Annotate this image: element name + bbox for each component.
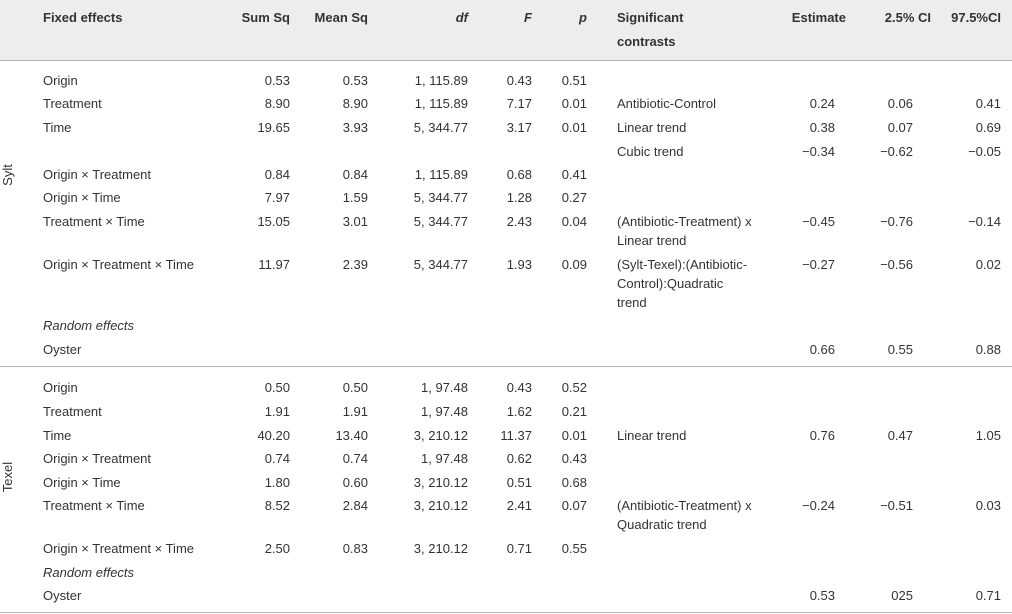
cell-lo: −0.76 [880, 214, 913, 229]
cell-est: 0.66 [809, 342, 835, 357]
cell-sumsq: 8.90 [264, 96, 290, 111]
cell-meansq: 1.91 [342, 404, 368, 419]
cell-contrast-line: Antibiotic-Control [617, 96, 716, 111]
cell-p: 0.01 [561, 96, 587, 111]
cell-effect: Time [43, 120, 72, 135]
cell-est: −0.45 [802, 214, 835, 229]
cell-p: 0.04 [561, 214, 587, 229]
cell-hi: 0.69 [975, 120, 1001, 135]
header-mean-sq: Mean Sq [314, 10, 368, 25]
cell-meansq: 2.39 [342, 257, 368, 272]
cell-F: 0.43 [506, 73, 532, 88]
cell-meansq: 3.93 [342, 120, 368, 135]
cell-lo: 0.47 [887, 428, 913, 443]
cell-F: 7.17 [506, 96, 532, 111]
cell-meansq: 0.83 [342, 541, 368, 556]
cell-df: 1, 97.48 [421, 404, 468, 419]
cell-est: 0.24 [809, 96, 835, 111]
cell-hi: 0.03 [975, 498, 1001, 513]
cell-effect: Treatment [43, 96, 102, 111]
cell-effect: Random effects [43, 565, 135, 580]
cell-lo: −0.62 [880, 144, 913, 159]
header-ci-low: 2.5% CI [884, 10, 931, 25]
cell-p: 0.01 [561, 120, 587, 135]
cell-effect: Oyster [43, 588, 82, 603]
cell-est: 0.53 [809, 588, 835, 603]
cell-df: 5, 344.77 [413, 257, 468, 272]
header-estimate: Estimate [791, 10, 846, 25]
cell-p: 0.52 [561, 380, 587, 395]
cell-est: −0.24 [802, 498, 835, 513]
cell-p: 0.27 [561, 190, 587, 205]
cell-F: 2.41 [506, 498, 532, 513]
cell-effect: Treatment × Time [43, 498, 145, 513]
header-significant: Significant [617, 10, 684, 25]
cell-effect: Origin [43, 380, 78, 395]
cell-sumsq: 7.97 [264, 190, 290, 205]
cell-hi: −0.05 [968, 144, 1001, 159]
cell-df: 3, 210.12 [413, 541, 468, 556]
cell-meansq: 0.50 [342, 380, 368, 395]
cell-effect: Random effects [43, 318, 135, 333]
cell-lo: 0.55 [887, 342, 913, 357]
cell-F: 0.68 [506, 167, 532, 182]
cell-effect: Treatment [43, 404, 102, 419]
cell-p: 0.41 [561, 167, 587, 182]
cell-effect: Origin [43, 73, 78, 88]
cell-lo: 0.06 [887, 96, 913, 111]
cell-df: 3, 210.12 [413, 498, 468, 513]
cell-df: 5, 344.77 [413, 214, 468, 229]
cell-df: 3, 210.12 [413, 475, 468, 490]
header-contrasts: contrasts [617, 34, 676, 49]
header-ci-high: 97.5%CI [951, 10, 1001, 25]
cell-sumsq: 19.65 [257, 120, 290, 135]
cell-lo: −0.51 [880, 498, 913, 513]
cell-sumsq: 1.91 [264, 404, 290, 419]
cell-p: 0.51 [561, 73, 587, 88]
cell-contrast-line: Cubic trend [617, 144, 684, 159]
cell-meansq: 1.59 [342, 190, 368, 205]
cell-effect: Origin × Treatment [43, 451, 152, 466]
cell-df: 1, 97.48 [421, 380, 468, 395]
cell-lo: −0.56 [880, 257, 913, 272]
cell-F: 0.62 [506, 451, 532, 466]
cell-F: 0.71 [506, 541, 532, 556]
cell-hi: −0.14 [968, 214, 1001, 229]
cell-meansq: 3.01 [342, 214, 368, 229]
cell-meansq: 0.53 [342, 73, 368, 88]
cell-meansq: 8.90 [342, 96, 368, 111]
cell-p: 0.07 [561, 498, 587, 513]
cell-sumsq: 0.74 [264, 451, 290, 466]
cell-F: 1.62 [506, 404, 532, 419]
cell-sumsq: 0.53 [264, 73, 290, 88]
cell-df: 3, 210.12 [413, 428, 468, 443]
cell-effect: Origin × Time [43, 475, 121, 490]
cell-F: 1.28 [506, 190, 532, 205]
cell-contrast-line: Linear trend [617, 120, 687, 135]
cell-contrast-line: (Antibiotic-Treatment) x [617, 498, 752, 513]
cell-df: 1, 97.48 [421, 451, 468, 466]
cell-sumsq: 2.50 [264, 541, 290, 556]
cell-est: −0.34 [802, 144, 835, 159]
cell-p: 0.68 [561, 475, 587, 490]
cell-df: 5, 344.77 [413, 120, 468, 135]
cell-F: 0.43 [506, 380, 532, 395]
cell-df: 1, 115.89 [414, 96, 468, 111]
cell-effect: Origin × Treatment × Time [43, 257, 195, 272]
group-label-texel: Texel [0, 461, 15, 493]
header-f: F [524, 10, 532, 25]
cell-est: −0.27 [802, 257, 835, 272]
cell-contrast-line: Control):Quadratic [617, 276, 724, 291]
cell-hi: 1.05 [975, 428, 1001, 443]
header-sum-sq: Sum Sq [241, 10, 290, 25]
cell-meansq: 2.84 [342, 498, 368, 513]
cell-contrast-line: Quadratic trend [617, 517, 707, 532]
cell-contrast-line: trend [617, 295, 647, 310]
cell-df: 1, 115.89 [414, 73, 468, 88]
header-divider [0, 60, 1012, 61]
cell-meansq: 0.74 [342, 451, 368, 466]
cell-meansq: 0.84 [342, 167, 368, 182]
header-df: df [455, 10, 468, 25]
cell-contrast-line: (Antibiotic-Treatment) x [617, 214, 752, 229]
cell-df: 1, 115.89 [414, 167, 468, 182]
cell-sumsq: 1.80 [264, 475, 290, 490]
cell-est: 0.76 [809, 428, 835, 443]
cell-p: 0.43 [561, 451, 587, 466]
cell-sumsq: 11.97 [258, 257, 290, 272]
cell-contrast-line: Linear trend [617, 233, 687, 248]
cell-hi: 0.41 [975, 96, 1001, 111]
group-label-sylt: Sylt [0, 164, 15, 186]
cell-contrast-line: Linear trend [617, 428, 687, 443]
cell-p: 0.55 [561, 541, 587, 556]
cell-sumsq: 8.52 [264, 498, 290, 513]
cell-meansq: 13.40 [335, 428, 368, 443]
cell-effect: Origin × Treatment [43, 167, 152, 182]
cell-p: 0.01 [561, 428, 587, 443]
group-divider [0, 366, 1012, 367]
cell-sumsq: 15.05 [257, 214, 290, 229]
cell-lo: 025 [891, 588, 913, 603]
table-bottom-border [0, 612, 1012, 613]
cell-effect: Treatment × Time [43, 214, 145, 229]
cell-contrast-line: (Sylt-Texel):(Antibiotic- [617, 257, 748, 272]
cell-hi: 0.88 [975, 342, 1001, 357]
cell-F: 11.37 [500, 428, 532, 443]
cell-effect: Oyster [43, 342, 82, 357]
cell-lo: 0.07 [887, 120, 913, 135]
cell-hi: 0.71 [975, 588, 1001, 603]
cell-effect: Origin × Treatment × Time [43, 541, 195, 556]
cell-df: 5, 344.77 [413, 190, 468, 205]
header-fixed-effects: Fixed effects [43, 10, 123, 25]
cell-F: 3.17 [506, 120, 532, 135]
cell-hi: 0.02 [975, 257, 1001, 272]
cell-effect: Time [43, 428, 72, 443]
cell-effect: Origin × Time [43, 190, 121, 205]
cell-F: 1.93 [506, 257, 532, 272]
header-p: p [579, 10, 587, 25]
cell-p: 0.09 [561, 257, 587, 272]
cell-p: 0.21 [561, 404, 587, 419]
cell-sumsq: 0.84 [264, 167, 290, 182]
cell-est: 0.38 [809, 120, 835, 135]
cell-sumsq: 0.50 [264, 380, 290, 395]
cell-F: 0.51 [506, 475, 532, 490]
cell-sumsq: 40.20 [257, 428, 290, 443]
cell-meansq: 0.60 [342, 475, 368, 490]
cell-F: 2.43 [506, 214, 532, 229]
